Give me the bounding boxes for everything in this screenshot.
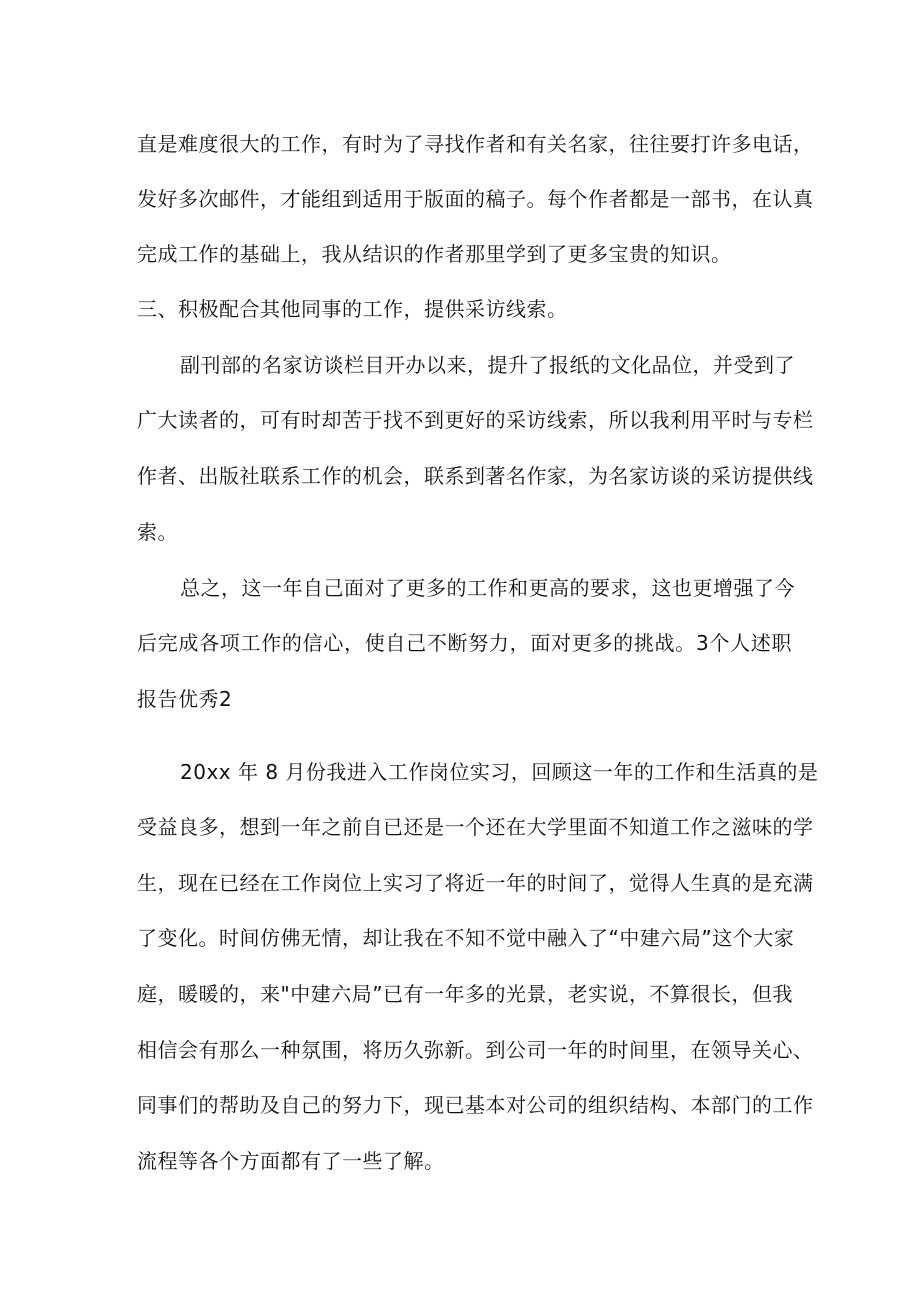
section-heading: 三、积极配合其他同事的工作，提供采访线索。 (137, 297, 568, 321)
text-line: 广大读者的，可有时却苦于找不到更好的采访线索，所以我利用平时与专栏 (137, 408, 814, 432)
text-line: 报告优秀2 (137, 687, 233, 711)
text-line: 副刊部的名家访谈栏目开办以来，提升了报纸的文化品位，并受到了 (180, 353, 795, 377)
text-line: 发好多次邮件，才能组到适用于版面的稿子。每个作者都是一部书，在认真 (137, 187, 814, 211)
text-line: 直是难度很大的工作，有时为了寻找作者和有关名家，往往要打许多电话， (137, 132, 814, 156)
text-line: 庭，暖暖的，来"中建六局”已有一年多的光景，老实说，不算很长，但我 (137, 982, 794, 1006)
text-line: 了变化。时间仿佛无情，却让我在不知不觉中融入了“中建六局”这个大家 (137, 926, 795, 950)
text-line: 索。 (137, 520, 178, 544)
text-line: 流程等各个方面都有了一些了解。 (137, 1149, 445, 1173)
text-line: 20xx 年 8 月份我进入工作岗位实习，回顾这一年的工作和生活真的是 (180, 760, 819, 784)
text-line: 作者、出版社联系工作的机会，联系到著名作家，为名家访谈的采访提供线 (137, 464, 814, 488)
text-line: 后完成各项工作的信心，使自己不断努力，面对更多的挑战。3个人述职 (137, 631, 792, 655)
text-line: 生，现在已经在工作岗位上实习了将近一年的时间了，觉得人生真的是充满 (137, 871, 814, 895)
text-line: 相信会有那么一种氛围，将历久弥新。到公司一年的时间里，在领导关心、 (137, 1038, 814, 1062)
text-line: 同事们的帮助及自己的努力下，现已基本对公司的组织结构、本部门的工作 (137, 1093, 814, 1117)
text-line: 总之，这一年自己面对了更多的工作和更高的要求，这也更增强了今 (180, 576, 795, 600)
text-line: 完成工作的基础上，我从结识的作者那里学到了更多宝贵的知识。 (137, 242, 732, 266)
text-line: 受益良多，想到一年之前自已还是一个还在大学里面不知道工作之滋味的学 (137, 815, 814, 839)
